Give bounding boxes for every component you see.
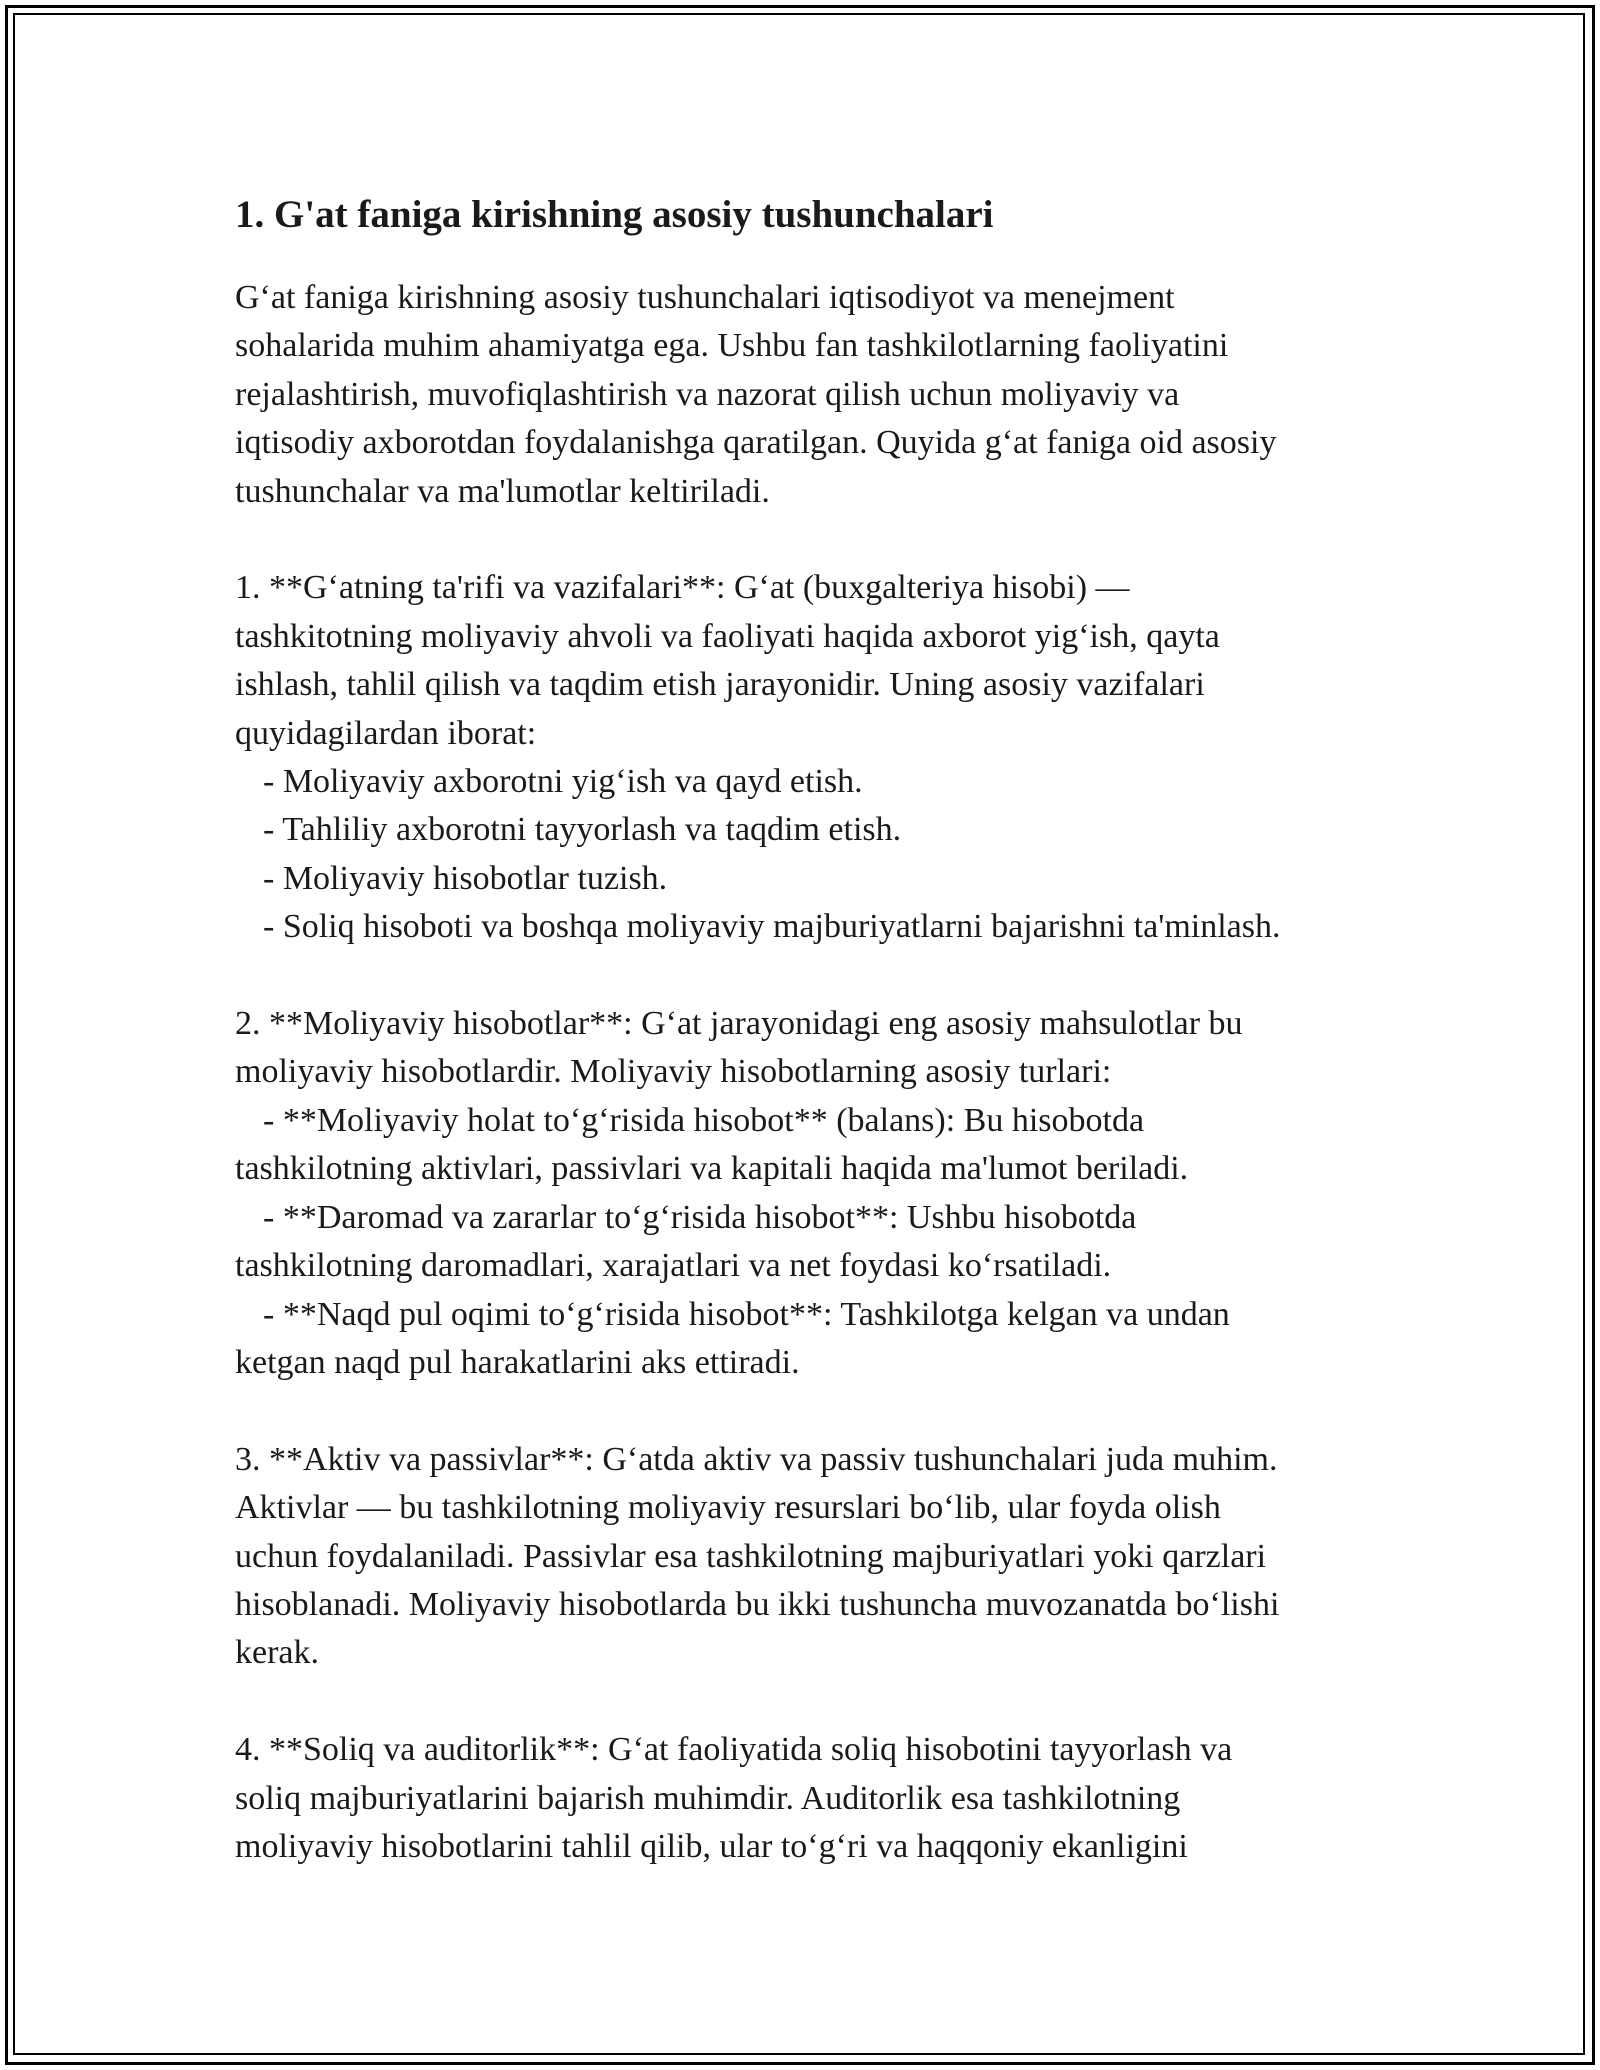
bullet-item: - **Daromad va zararlar to‘g‘risida hisobot**: Ushbu hisobotda xyxy=(263,1198,1137,1236)
bullet-item: - Moliyaviy hisobotlar tuzish. xyxy=(263,859,668,897)
text-line: iqtisodiy axborotdan foydalanishga qaratilgan. Quyida g‘at faniga oid asosiy xyxy=(235,424,1277,462)
text-line: kerak. xyxy=(235,1634,320,1672)
text-line: 4. **Soliq va auditorlik**: G‘at faoliyatida soliq hisobotini tayyorlash va xyxy=(235,1731,1233,1769)
text-line: hisoblanadi. Moliyaviy hisobotlarda bu ikki tushuncha muvozanatda bo‘lishi xyxy=(235,1585,1280,1623)
text-line: moliyaviy hisobotlardir. Moliyaviy hisobotlarning asosiy turlari: xyxy=(235,1053,1112,1091)
text-line: uchun foydalaniladi. Passivlar esa tashkilotning majburiyatlari yoki qarzlari xyxy=(235,1537,1267,1575)
text-line: G‘at faniga kirishning asosiy tushunchalari iqtisodiyot va menejment xyxy=(235,279,1175,316)
text-line: Aktivlar — bu tashkilotning moliyaviy resurslari bo‘lib, ular foyda olish xyxy=(235,1489,1221,1527)
paragraph-gap xyxy=(235,952,1375,1000)
text-line: sohalarida muhim ahamiyatga ega. Ushbu fan tashkilotlarning faoliyatini xyxy=(235,327,1229,365)
text-line: soliq majburiyatlarini bajarish muhimdir. Auditorlik esa tashkilotning xyxy=(235,1779,1181,1817)
text-line: rejalashtirish, muvofiqlashtirish va nazorat qilish uchun moliyaviy va xyxy=(235,375,1180,413)
paragraph-gap xyxy=(235,1387,1375,1435)
text-line: tushunchalar va ma'lumotlar keltiriladi. xyxy=(235,472,770,510)
text-line: 1. **G‘atning ta'rifi va vazifalari**: G‘at (buxgalteriya hisobi) — xyxy=(235,569,1130,607)
text-line: tashkilotning aktivlari, passivlari va kapitali haqida ma'lumot beriladi. xyxy=(235,1150,1189,1188)
text-line: ishlash, tahlil qilish va taqdim etish jarayonidir. Uning asosiy vazifalari xyxy=(235,666,1205,704)
section-4-tax-audit xyxy=(235,1726,1375,1871)
paragraph-gap xyxy=(235,516,1375,564)
text-line: quyidagilardan iborat: xyxy=(235,714,537,752)
paragraph-gap xyxy=(235,1678,1375,1726)
text-line: ketgan naqd pul harakatlarini aks ettiradi. xyxy=(235,1343,800,1381)
document-body xyxy=(235,188,1375,1871)
text-line: 3. **Aktiv va passivlar**: G‘atda aktiv va passiv tushunchalari juda muhim. xyxy=(235,1440,1278,1478)
text-line: moliyaviy hisobotlarini tahlil qilib, ular to‘g‘ri va haqqoniy ekanligini xyxy=(235,1827,1188,1865)
bullet-item: - Moliyaviy axborotni yig‘ish va qayd etish. xyxy=(263,763,863,801)
intro-paragraph xyxy=(235,274,1375,516)
section-2-financial-reports xyxy=(235,1000,1375,1387)
bullet-item: - Soliq hisoboti va boshqa moliyaviy majburiyatlarni bajarishni ta'minlash. xyxy=(263,908,1281,946)
bullet-item: - **Moliyaviy holat to‘g‘risida hisobot** (balans): Bu hisobotda xyxy=(263,1101,1145,1139)
text-line: tashkilotning daromadlari, xarajatlari va net foydasi ko‘rsatiladi. xyxy=(235,1247,1112,1285)
text-line: tashkitotning moliyaviy ahvoli va faoliyati haqida axborot yig‘ish, qayta xyxy=(235,617,1220,655)
bullet-item: - **Naqd pul oqimi to‘g‘risida hisobot**: Tashkilotga kelgan va undan xyxy=(263,1295,1230,1333)
section-1-definition xyxy=(235,564,1375,951)
text-line: 2. **Moliyaviy hisobotlar**: G‘at jarayonidagi eng asosiy mahsulotlar bu xyxy=(235,1005,1243,1043)
section-3-assets-liabilities xyxy=(235,1436,1375,1678)
section-heading: 1. G'at faniga kirishning asosiy tushunchalari xyxy=(235,193,994,236)
bullet-item: - Tahliliy axborotni tayyorlash va taqdim etish. xyxy=(263,811,902,849)
